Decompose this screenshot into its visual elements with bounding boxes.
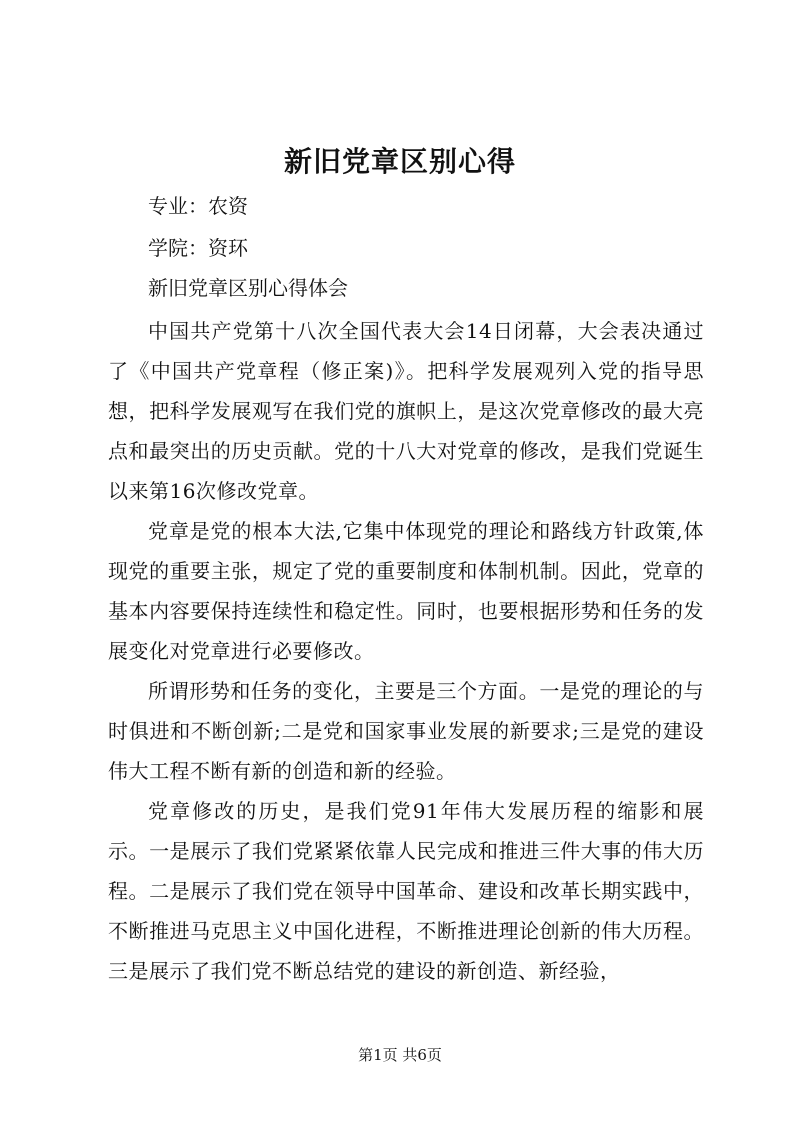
document-subtitle: 新旧党章区别心得体会 <box>148 276 348 300</box>
document-body <box>108 311 704 991</box>
page-footer: 第1页 共6页 <box>358 1046 442 1064</box>
college-line: 学院：资环 <box>148 236 248 260</box>
major-line: 专业：农资 <box>148 194 248 218</box>
paragraph: 中国共产党第十八次全国代表大会14日闭幕，大会表决通过了《中国共产党章程（修正案)》。把科学发展观列入党的指导思想，把科学发展观写在我们党的旗帜上，是这次党章修改的最大亮点和最突出的历史贡献。党的十八大对党章的修改，是我们党诞生以来第16次修改党章。 <box>108 319 704 503</box>
paragraph: 党章修改的历史，是我们党91年伟大发展历程的缩影和展示。一是展示了我们党紧紧依靠人民完成和推进三件大事的伟大历程。二是展示了我们党在领导中国革命、建设和改革长期实践中，不断推进马克思主义中国化进程，不断推进理论创新的伟大历程。三是展示了我们党不断总结党的建设的新创造、新经验， <box>108 799 704 983</box>
paragraph: 所谓形势和任务的变化，主要是三个方面。一是党的理论的与时俱进和不断创新;二是党和国家事业发展的新要求;三是党的建设伟大工程不断有新的创造和新的经验。 <box>108 679 704 783</box>
paragraph: 党章是党的根本大法,它集中体现党的理论和路线方针政策,体现党的重要主张，规定了党的重要制度和体制机制。因此，党章的基本内容要保持连续性和稳定性。同时，也要根据形势和任务的发展变化对党章进行必要修改。 <box>108 519 704 663</box>
document-title: 新旧党章区别心得 <box>283 145 516 178</box>
